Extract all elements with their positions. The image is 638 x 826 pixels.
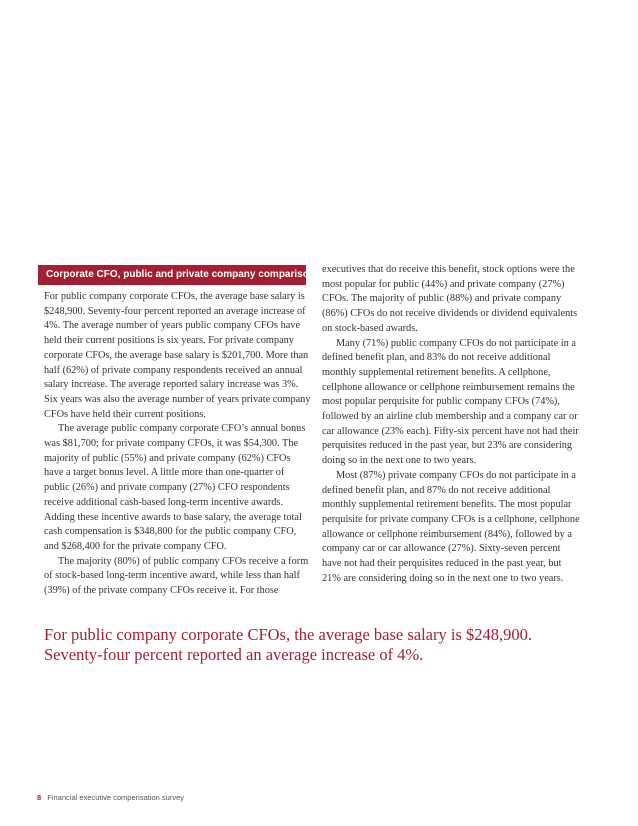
pull-quote-line: For public company corporate CFOs, the average base salary is $248,900. (44, 625, 532, 644)
body-paragraph: The majority (80%) of public company CFOs receive a form of stock-based long-term incentive award, while less than half (39%) of the private company CFOs receive it. For those (44, 555, 309, 597)
page-footer (37, 793, 184, 802)
body-paragraph: The average public company corporate CFO’s annual bonus was $81,700; for private company CFOs, it was $54,300. The majority of public (55%) and private company (62%) CFOs have a target bonus level. A little more than one-quarter of public (26%) and private company (27%) CFO respondents receive additional cash-based long-term incentive awards. Adding these incentive awards to base salary, the average total cash compensation is $348,800 for the public company CFO, and $268,400 for the private company CFO. (44, 423, 306, 552)
body-paragraph: executives that do receive this benefit, stock options were the most popular for public (44%) and private company (27%) CFOs. The majority of public (88%) and private company (86%) CFOs do not receive dividends or dividend equivalents on stock-based awards. (322, 264, 578, 334)
footer-title: Financial executive compensation survey (47, 793, 185, 802)
page-number: 8 (37, 793, 42, 802)
pull-quote-line: Seventy-four percent reported an average increase of 4%. (44, 645, 424, 664)
body-paragraph: For public company corporate CFOs, the average base salary is $248,900. Seventy-four percent reported an average increase of 4%. The average number of years public company CFOs have held their current positions is six years. For private company corporate CFOs, the average base salary is $201,700. More than half (62%) of private company respondents received an annual salary increase. The average reported salary increase was 3%. Six years was also the average number of years private company CFOs have held their current positions. (44, 291, 311, 420)
right-text-column (322, 263, 580, 586)
section-heading: Corporate CFO, public and private company comparison (38, 265, 306, 285)
body-paragraph: Many (71%) public company CFOs do not participate in a defined benefit plan, and 83% do not receive additional monthly supplemental retirement benefits. A cellphone, cellphone allowance or cellphone reimbursement remains the most popular perquisite for public company CFOs (74%), followed by an airline club membership and a company car or car allowance (23% each). Fifty-six percent have not had their perquisites reduced in the past year, but 23% are considering doing so in the next one to two years. (322, 337, 579, 467)
left-text-column (44, 290, 312, 599)
body-paragraph: Most (87%) private company CFOs do not participate in a defined benefit plan, and 87% do not receive additional monthly supplemental retirement benefits. The most popular perquisite for private company CFOs is a cellphone, cellphone allowance or cellphone reimbursement (84%), followed by a company car or car allowance (27%). Sixty-seven percent have not had their perquisites reduced in the past year, but 21% are considering doing so in the next one to two years. (322, 469, 580, 584)
pull-quote (44, 625, 604, 665)
